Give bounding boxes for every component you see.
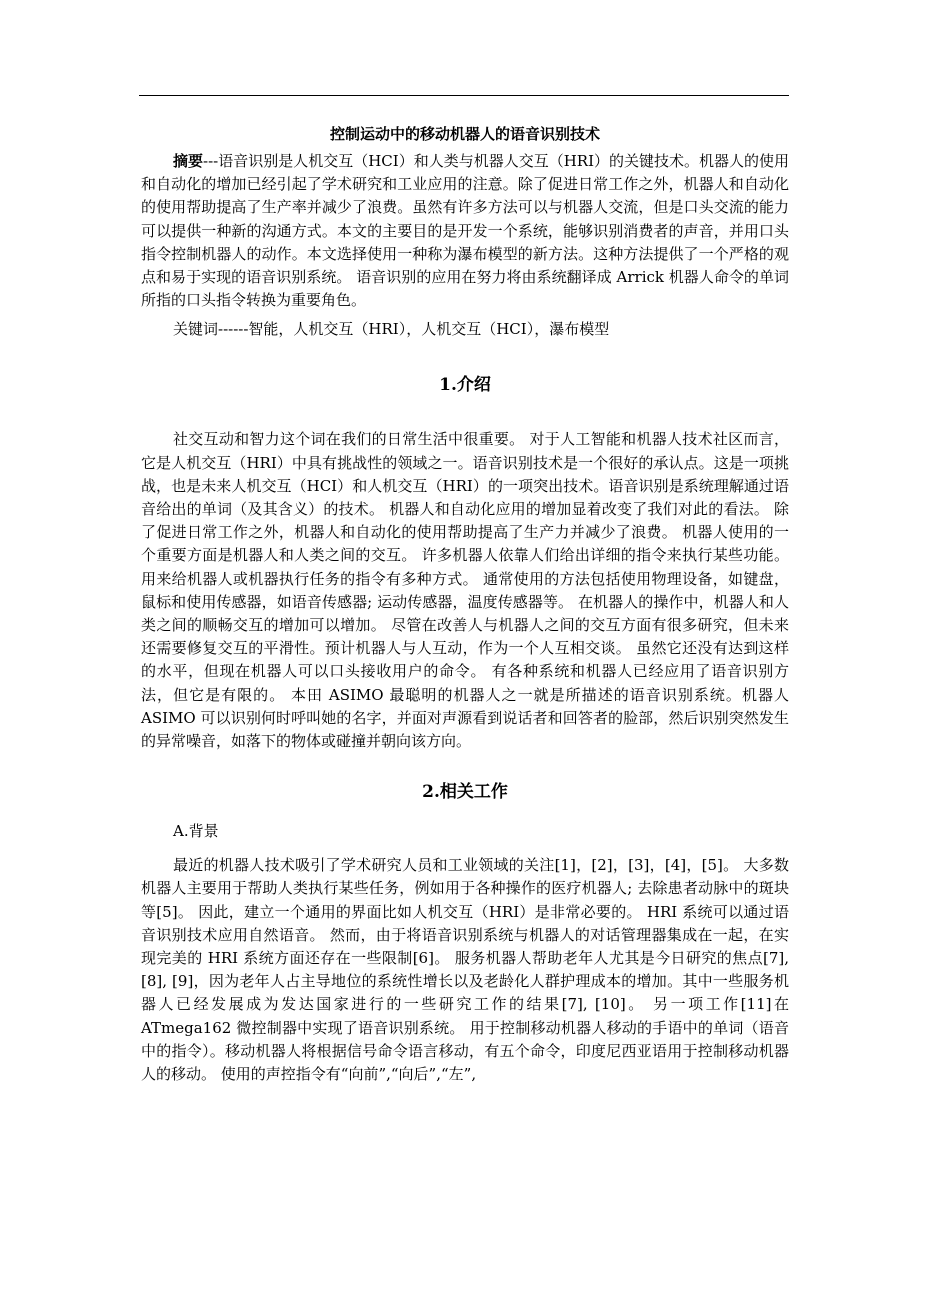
keywords-line: 关键词------智能，人机交互（HRI），人机交互（HCI），瀑布模型 bbox=[173, 320, 610, 339]
section-2a-subheading: A.背景 bbox=[173, 822, 219, 841]
abstract-text: ---语音识别是人机交互（HCI）和人类与机器人交互（HRI）的关键技术。机器人的使用和自动化的增加已经引起了学术研究和工业应用的注意。除了促进日常工作之外，机器人和自动化的使用帮助提高了生产率并减少了浪费。虽然有许多方法可以与机器人交流，但是口头交流的能力可以提供一种新的沟通方式。本文的主要目的是开发一个系统，能够识别消费者的声音，并用口头指令控制机器人的动作。本文选择使用一种称为瀑布模型的新方法。这种方法提供了一个严格的观点和易于实现的语音识别系统。 语音识别的应用在努力将由系统翻译成 Arrick 机器人命令的单词所指的口头指令转换为重要角色。 bbox=[141, 152, 790, 310]
paper-title: 控制运动中的移动机器人的语音识别技术 bbox=[329, 125, 600, 143]
document-body bbox=[141, 122, 789, 1086]
section-1-heading: 1.介绍 bbox=[439, 375, 491, 396]
abstract-label: 摘要 bbox=[173, 152, 204, 170]
section-1-paragraph: 社交互动和智力这个词在我们的日常生活中很重要。 对于人工智能和机器人技术社区而言，它是人机交互（HRI）中具有挑战性的领域之一。语音识别技术是一个很好的承认点。这是一项挑战，也是未来人机交互（HCI）和人机交互（HRI）的一项突出技术。语音识别是系统理解通过语音给出的单词（及其含义）的技术。 机器人和自动化应用的增加显着改变了我们对此的看法。 除了促进日常工作之外，机器人和自动化的使用帮助提高了生产力并减少了浪费。 机器人使用的一个重要方面是机器人和人类之间的交互。 许多机器人依靠人们给出详细的指令来执行某些功能。用来给机器人或机器执行任务的指令有多种方式。 通常使用的方法包括使用物理设备，如键盘，鼠标和使用传感器，如语音传感器; 运动传感器，温度传感器等。 在机器人的操作中，机器人和人类之间的顺畅交互的增加可以增加。 尽管在改善人与机器人之间的交互方面有很多研究，但未来还需要修复交互的平滑性。预计机器人与人互动，作为一个人互相交谈。 虽然它还没有达到这样的水平，但现在机器人可以口头接收用户的命令。 有各种系统和机器人已经应用了语音识别方法，但它是有限的。 本田 ASIMO 最聪明的机器人之一就是所描述的语音识别系统。机器人 ASIMO 可以识别何时呼叫她的名字，并面对声源看到说话者和回答者的脸部，然后识别突然发生的异常噪音，如落下的物体或碰撞并朝向该方向。 bbox=[141, 430, 789, 751]
section-2-heading: 2.相关工作 bbox=[422, 782, 508, 803]
section-2-paragraph: 最近的机器人技术吸引了学术研究人员和工业领域的关注[1]，[2]，[3]，[4]，[5]。 大多数机器人主要用于帮助人类执行某些任务，例如用于各种操作的医疗机器人; 去除患者动脉中的斑块等[5]。 因此，建立一个通用的界面比如人机交互（HRI）是非常必要的。 HRI 系统可以通过语音识别技术应用自然语音。 然而，由于将语音识别系统与机器人的对话管理器集成在一起，在实现完美的 HRI 系统方面还存在一些限制[6]。 服务机器人帮助老年人尤其是今日研究的焦点[7], [8], [9]，因为老年人占主导地位的系统性增长以及老龄化人群护理成本的增加。其中一些服务机器人已经发展成为发达国家进行的一些研究工作的结果[7], [10]。 另一项工作[11]在 ATmega162 微控制器中实现了语音识别系统。 用于控制移动机器人移动的手语中的单词（语音中的指令）。移动机器人将根据信号命令语言移动，有五个命令，印度尼西亚语用于控制移动机器人的移动。 使用的声控指令有“向前”,“向后”,“左”, bbox=[141, 856, 789, 1084]
abstract-paragraph bbox=[141, 150, 789, 312]
header-rule bbox=[139, 95, 789, 96]
